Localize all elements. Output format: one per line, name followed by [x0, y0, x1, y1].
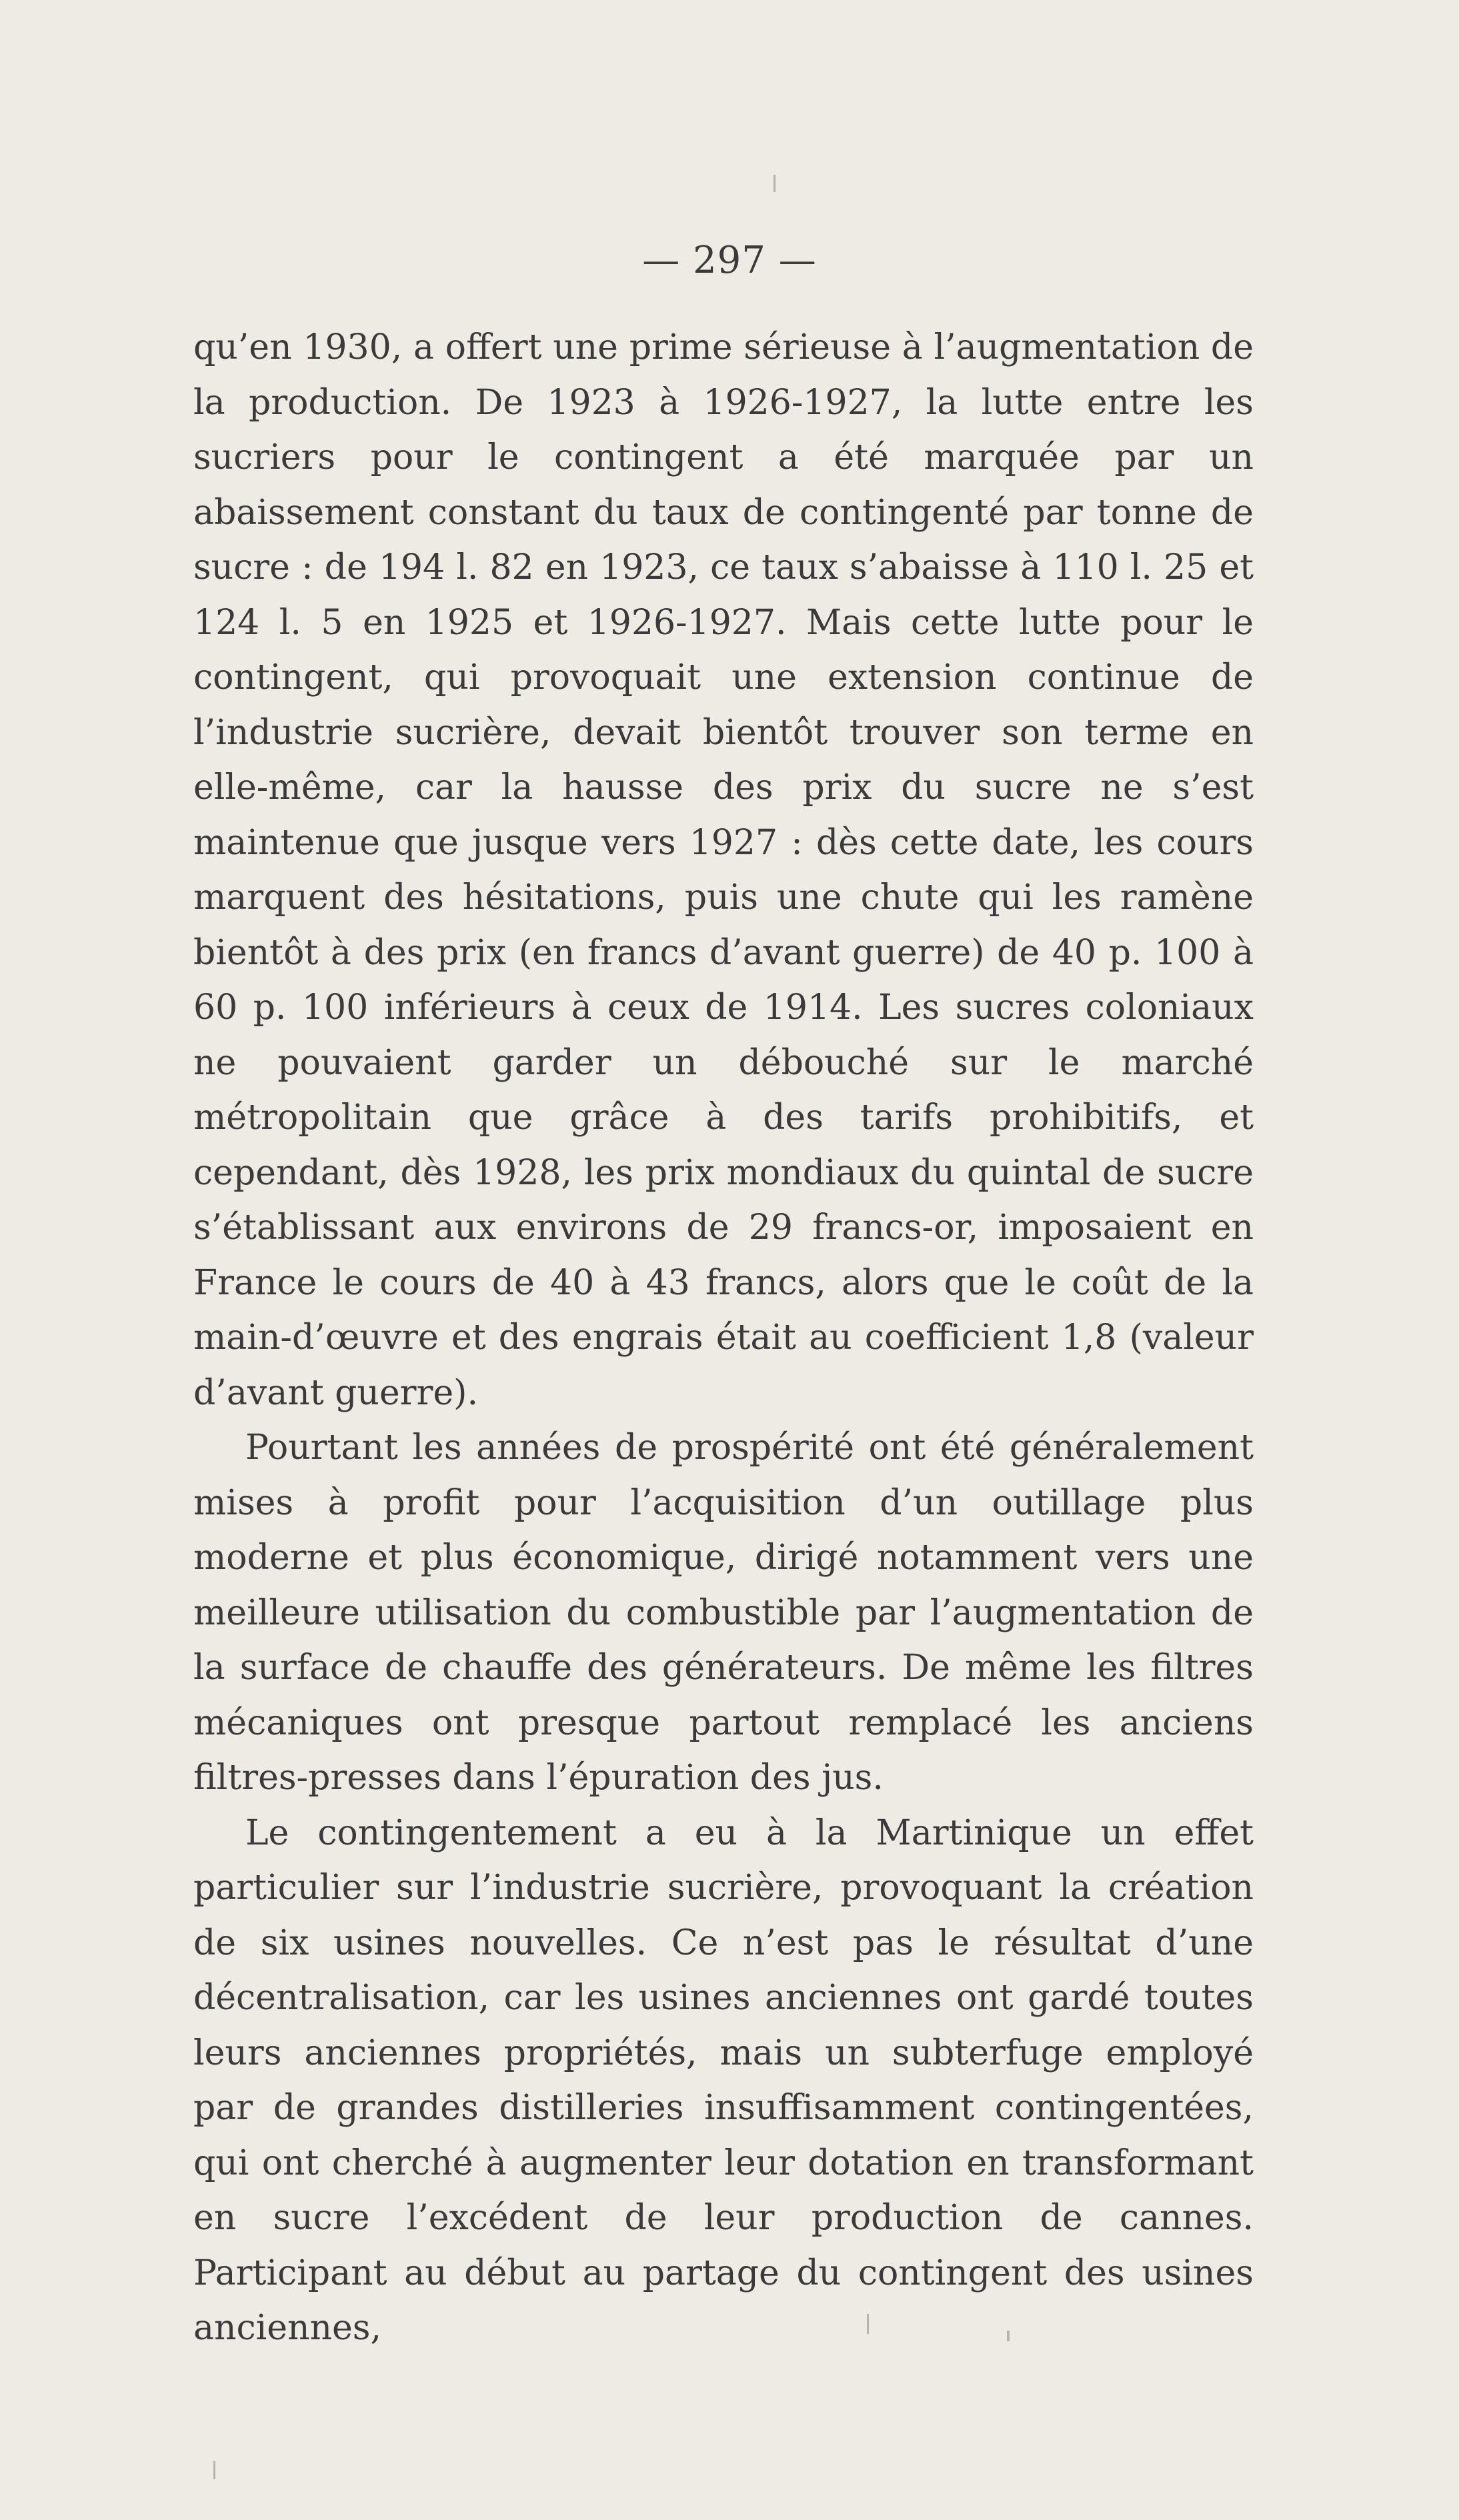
- paragraph: qu’en 1930, a offert une prime sérieuse à l’augmentation de la production. De 1923 à 1926-1927, la lutte entre les sucriers pour le contingent a été marquée par un abaissement constant du taux de contingenté par tonne de sucre : de 194 l. 82 en 1923, ce taux s’abaisse à 110 l. 25 et 124 l. 5 en 1925 et 1926-1927. Mais cette lutte pour le contingent, qui provoquait une extension continue de l’industrie sucrière, devait bientôt trouver son terme en elle-même, car la hausse des prix du sucre ne s’est maintenue que jusque vers 1927 : dès cette date, les cours marquent des hésitations, puis une chute qui les ramène bientôt à des prix (en francs d’avant guerre) de 40 p. 100 à 60 p. 100 inférieurs à ceux de 1914. Les sucres coloniaux ne pouvaient garder un débouché sur le marché métropolitain que grâce à des tarifs prohibitifs, et cependant, dès 1928, les prix mondiaux du quintal de sucre s’établissant aux environs de 29 francs-or, imposaient en France le cours de 40 à 43 francs, alors que le coût de la main-d’œuvre et des engrais était au coefficient 1,8 (valeur d’avant guerre).: [193, 327, 1254, 1413]
- paper-speck: [774, 175, 776, 192]
- paper-speck: [213, 2461, 215, 2479]
- body-text: [193, 320, 1254, 2356]
- page-number: — 297 —: [642, 239, 817, 282]
- paragraph: Pourtant les années de prospérité ont été généralement mises à profit pour l’acquisition d’un outillage plus moderne et plus économique, dirigé notamment vers une meilleure utilisation du combustible par l’augmentation de la surface de chauffe des générateurs. De même les filtres mécaniques ont presque partout remplacé les anciens filtres-presses dans l’épuration des jus.: [193, 1428, 1254, 1798]
- paragraph: Le contingentement a eu à la Martinique un effet particulier sur l’industrie sucrière, provoquant la création de six usines nouvelles. Ce n’est pas le résultat d’une décentralisation, car les usines anciennes ont gardé toutes leurs anciennes propriétés, mais un subterfuge employé par de grandes distilleries insuffisamment contingentées, qui ont cherché à augmenter leur dotation en transformant en sucre l’excédent de leur production de cannes. Participant au début au partage du contingent des usines anciennes,: [193, 1812, 1254, 2348]
